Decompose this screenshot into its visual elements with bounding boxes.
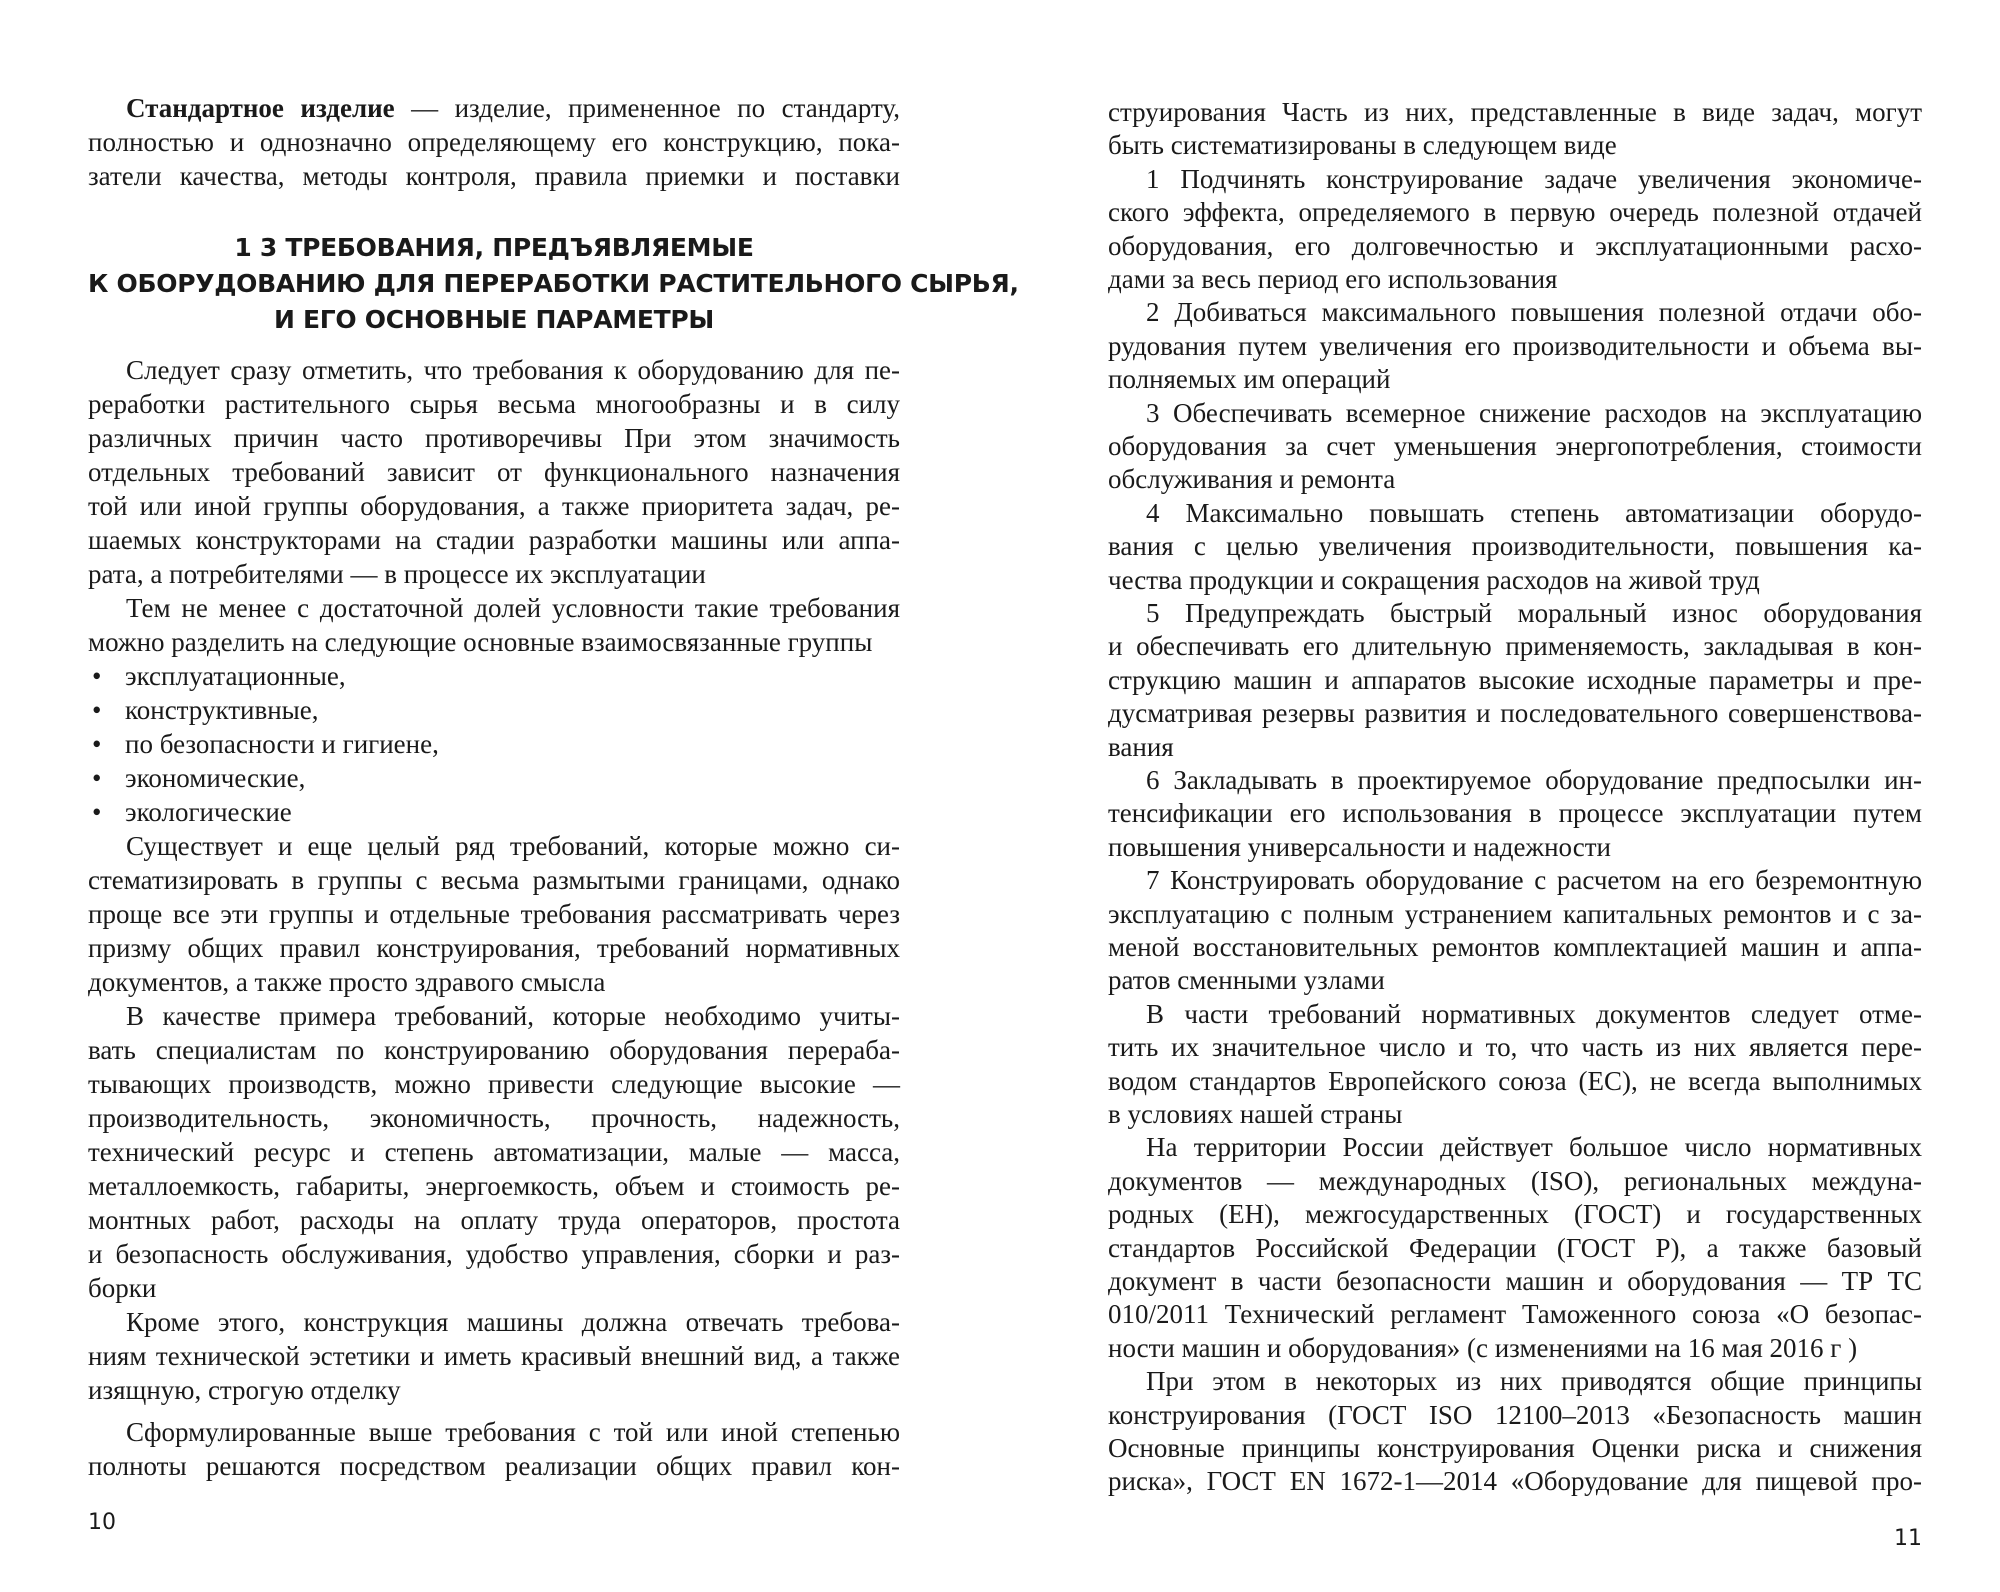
text-line: струкцию машин и аппаратов высокие исходные параметры и пре- (1108, 664, 1922, 695)
text-line: Тем не менее с достаточной долей условности такие требования (126, 593, 900, 623)
text-line: ского эффекта, определяемого в первую очередь полезной отдачей (1108, 197, 1922, 228)
text-line: ратов сменными узлами (1108, 965, 1385, 996)
text-line: тывающих производств, можно привести следующие высокие — (88, 1069, 900, 1099)
text-line: Следует сразу отметить, что требования к оборудованию для пе- (126, 355, 900, 385)
text-line: обслуживания и ремонта (1108, 464, 1396, 495)
text-line: вания (1108, 731, 1174, 762)
text-line: Существует и еще целый ряд требований, которые можно си- (126, 831, 900, 861)
section-heading: К ОБОРУДОВАНИЮ ДЛЯ ПЕРЕРАБОТКИ РАСТИТЕЛЬНОГО СЫРЬЯ, (88, 269, 1019, 298)
text-line: повышения универсальности и надежности (1108, 831, 1611, 862)
text-line: чества продукции и сокращения расходов на живой труд (1108, 564, 1760, 595)
text-line: призму общих правил конструирования, требований нормативных (88, 933, 900, 963)
text-line: 5 Предупреждать быстрый моральный износ оборудования (1146, 598, 1922, 628)
text-line: вания с целью увеличения производительности, повышения ка- (1108, 531, 1922, 562)
text-line: 1 Подчинять конструирование задаче увеличения экономиче- (1146, 163, 1922, 194)
text-line: Кроме этого, конструкция машины должна отвечать требова- (126, 1307, 900, 1337)
section-heading: 1 3 ТРЕБОВАНИЯ, ПРЕДЪЯВЛЯЕМЫЕ (234, 233, 754, 262)
text-line: металлоемкость, габариты, энергоемкость, объем и стоимость ре- (88, 1171, 900, 1201)
bullet-item: • эксплуатационные, (88, 659, 900, 693)
text-line: водом стандартов Европейского союза (ЕС), не всегда выполнимых (1108, 1065, 1922, 1096)
text-line: производительность, экономичность, прочность, надежность, (88, 1103, 900, 1133)
text-line: технический ресурс и степень автоматизации, малые — масса, (88, 1137, 900, 1167)
text-line: При этом в некоторых из них приводятся общие принципы (1146, 1366, 1922, 1397)
section-heading: И ЕГО ОСНОВНЫЕ ПАРАМЕТРЫ (273, 305, 714, 334)
text-line: Основные принципы конструирования Оценки риска и снижения (1108, 1433, 1922, 1463)
text-line: различных причин часто противоречивы При этом значимость (88, 423, 900, 453)
text-line: 4 Максимально повышать степень автоматизации оборудо- (1146, 497, 1922, 528)
text-line: 7 Конструировать оборудование с расчетом на его безремонтную (1146, 865, 1922, 896)
text-line: 2 Добиваться максимального повышения полезной отдачи обо- (1146, 297, 1922, 328)
page-number: 11 (1894, 1526, 1922, 1551)
right-page (1108, 0, 1922, 1592)
text-line: На территории России действует большое число нормативных (1146, 1132, 1922, 1163)
text-line: изящную, строгую отделку (88, 1375, 401, 1405)
definition-line (88, 91, 900, 125)
text-line: оборудования за счет уменьшения энергопотребления, стоимости (1108, 431, 1922, 461)
definition-term: Стандартное изделие (126, 93, 395, 123)
text-line: полняемых им операций (1108, 364, 1391, 395)
text-line: реработки растительного сырья весьма многообразны и в силу (88, 389, 900, 419)
text-line: В части требований нормативных документов следует отме- (1146, 998, 1922, 1029)
text-line: ниям технической эстетики и иметь красивый внешний вид, а также (88, 1341, 900, 1371)
text-line: полноты решаются посредством реализации общих правил кон- (88, 1451, 900, 1481)
text-line: борки (88, 1273, 157, 1303)
bullet-item: • экологические (88, 795, 900, 829)
text-line: рудования путем увеличения его производительности и объема вы- (1108, 330, 1922, 361)
text-line: В качестве примера требований, которые необходимо учиты- (126, 1001, 900, 1031)
text-line: тить их значительное число и то, что часть из них является пере- (1108, 1032, 1922, 1063)
text-line: оборудования, его долговечностью и эксплуатационными расхо- (1108, 230, 1922, 261)
text-line: 6 Закладывать в проектируемое оборудование предпосылки ин- (1146, 765, 1922, 795)
text-line: шаемых конструкторами на стадии разработки машины или аппа- (88, 525, 900, 555)
text-line: тенсификации его использования в процессе эксплуатации путем (1108, 798, 1922, 829)
text-line: той или иной группы оборудования, а также приоритета задач, ре- (88, 491, 900, 521)
text-line: ности машин и оборудования» (с изменениями на 16 мая 2016 г ) (1108, 1332, 1858, 1363)
definition-text: — изделие, примененное по стандарту, (394, 93, 900, 123)
text-line: стандартов Российской Федерации (ГОСТ Р), а также базовый (1108, 1232, 1922, 1263)
text-line: Сформулированные выше требования с той или иной степенью (126, 1417, 900, 1447)
text-line: и безопасность обслуживания, удобство управления, сборки и раз- (88, 1239, 900, 1269)
text-line: стематизировать в группы с весьма размытыми границами, однако (88, 865, 900, 895)
text-line: родных (ЕН), межгосударственных (ГОСТ) и государственных (1108, 1199, 1922, 1230)
text-line: дусматривая резервы развития и последовательного совершенствова- (1108, 698, 1922, 729)
bullet-item: • по безопасности и гигиене, (88, 727, 900, 761)
text-line: и обеспечивать его длительную применяемость, закладывая в кон- (1108, 631, 1922, 662)
bullet-item: • экономические, (88, 761, 900, 795)
text-line: риска», ГОСТ EN 1672-1—2014 «Оборудование для пищевой про- (1108, 1466, 1922, 1497)
text-line: документов, а также просто здравого смысла (88, 967, 606, 997)
text-line: струирования Часть из них, представленные в виде задач, могут (1108, 97, 1922, 127)
text-line: проще все эти группы и отдельные требования рассматривать через (88, 899, 900, 929)
text-line: 3 Обеспечивать всемерное снижение расходов на эксплуатацию (1146, 397, 1922, 428)
text-line: меной восстановительных ремонтов комплектацией машин и аппа- (1108, 932, 1922, 962)
bullet-item: • конструктивные, (88, 693, 900, 727)
text-line: отдельных требований зависит от функционального назначения (88, 457, 900, 487)
text-line: затели качества, методы контроля, правила приемки и поставки (88, 161, 900, 191)
text-line: документов — международных (ISO), региональных междуна- (1108, 1165, 1922, 1196)
text-line: документ в части безопасности машин и оборудования — ТР ТС (1108, 1266, 1922, 1296)
text-line: монтных работ, расходы на оплату труда операторов, простота (88, 1205, 900, 1235)
text-line: можно разделить на следующие основные взаимосвязанные группы (88, 627, 873, 657)
text-line: 010/2011 Технический регламент Таможенного союза «О безопас- (1108, 1299, 1922, 1330)
text-line: в условиях нашей страны (1108, 1099, 1403, 1129)
text-line: дами за весь период его использования (1108, 264, 1558, 294)
page-number: 10 (88, 1510, 116, 1535)
text-line: конструирования (ГОСТ ISO 12100–2013 «Безопасность машин (1108, 1399, 1922, 1430)
text-line: полностью и однозначно определяющему его конструкцию, пока- (88, 127, 900, 157)
text-line: рата, а потребителями — в процессе их эксплуатации (88, 559, 706, 589)
text-line: быть систематизированы в следующем виде (1108, 130, 1617, 161)
text-line: вать специалистам по конструированию оборудования перераба- (88, 1035, 900, 1065)
left-page (88, 0, 1019, 1592)
text-line: эксплуатацию с полным устранением капитальных ремонтов и с за- (1108, 898, 1922, 929)
